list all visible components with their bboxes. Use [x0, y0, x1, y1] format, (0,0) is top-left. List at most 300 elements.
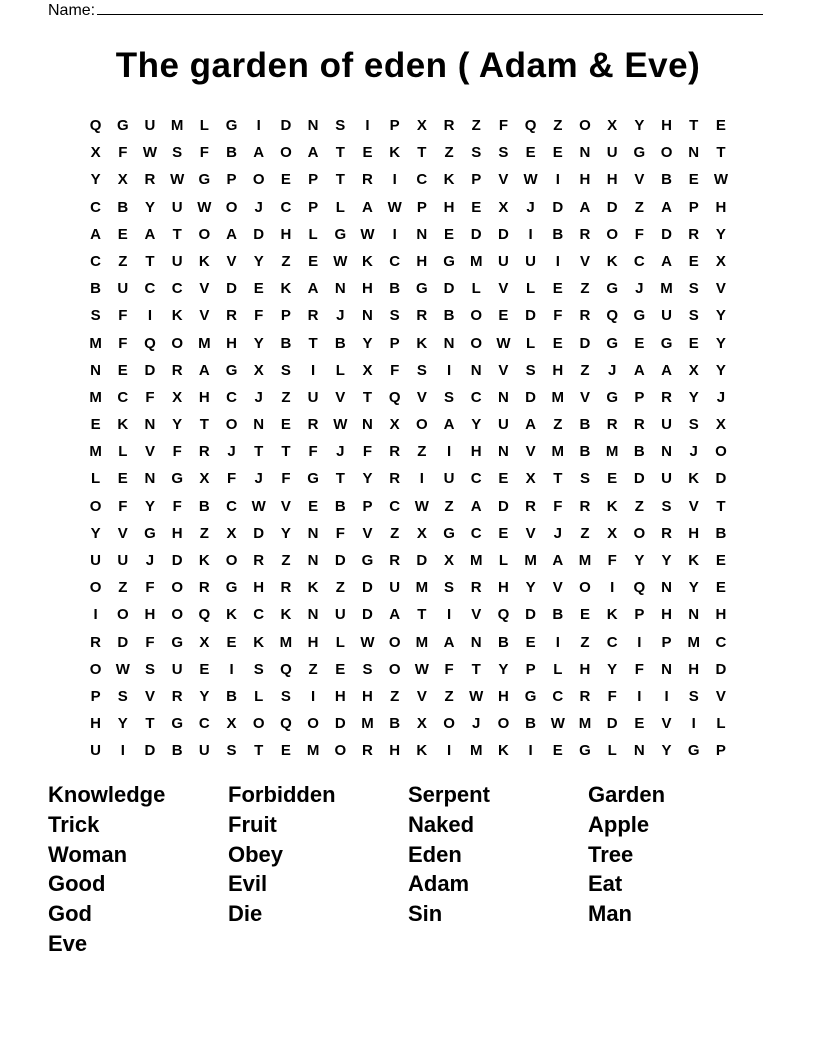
grid-letter[interactable]: D — [606, 198, 618, 216]
grid-letter[interactable]: Z — [281, 388, 291, 406]
grid-letter[interactable]: K — [226, 606, 237, 624]
grid-letter[interactable]: Y — [715, 361, 726, 379]
grid-letter[interactable]: D — [633, 470, 645, 488]
grid-letter[interactable]: R — [144, 171, 156, 189]
grid-letter[interactable]: B — [198, 497, 210, 515]
grid-letter[interactable]: V — [117, 524, 128, 542]
grid-letter[interactable]: O — [89, 660, 102, 678]
grid-letter[interactable]: C — [633, 252, 645, 270]
grid-letter[interactable]: S — [280, 687, 291, 705]
grid-letter[interactable]: J — [336, 307, 345, 325]
grid-letter[interactable]: B — [633, 443, 645, 461]
grid-letter[interactable]: L — [199, 117, 209, 134]
grid-letter[interactable]: X — [715, 416, 726, 434]
grid-letter[interactable]: D — [470, 225, 482, 243]
grid-letter[interactable]: K — [688, 552, 700, 569]
grid-letter[interactable]: T — [335, 144, 345, 162]
grid-letter[interactable]: N — [497, 388, 509, 406]
grid-letter[interactable]: E — [525, 633, 536, 651]
grid-letter[interactable]: R — [389, 443, 401, 461]
grid-letter[interactable]: J — [716, 388, 726, 406]
grid-letter[interactable]: C — [470, 388, 482, 406]
grid-letter[interactable]: E — [90, 416, 101, 434]
grid-letter[interactable]: M — [605, 443, 619, 461]
grid-letter[interactable]: W — [333, 416, 348, 434]
grid-letter[interactable]: J — [254, 388, 263, 406]
grid-letter[interactable]: M — [279, 633, 293, 651]
grid-letter[interactable]: Z — [118, 252, 128, 270]
grid-letter[interactable]: D — [606, 715, 618, 733]
grid-letter[interactable]: G — [171, 470, 183, 488]
grid-letter[interactable]: S — [226, 742, 237, 760]
grid-letter[interactable]: O — [198, 225, 211, 243]
grid-letter[interactable]: O — [252, 171, 265, 189]
grid-letter[interactable]: N — [307, 117, 319, 134]
grid-letter[interactable]: A — [362, 198, 373, 216]
grid-letter[interactable]: V — [471, 606, 482, 624]
grid-letter[interactable]: E — [579, 606, 590, 624]
grid-letter[interactable]: K — [389, 144, 401, 162]
grid-letter[interactable]: T — [145, 252, 155, 270]
grid-letter[interactable]: H — [470, 443, 482, 461]
grid-letter[interactable]: I — [120, 742, 125, 760]
grid-letter[interactable]: P — [715, 742, 726, 760]
grid-letter[interactable]: A — [552, 552, 564, 569]
grid-letter[interactable]: L — [526, 280, 536, 298]
grid-letter[interactable]: F — [226, 470, 237, 488]
grid-letter[interactable]: J — [336, 443, 345, 461]
grid-letter[interactable]: Y — [634, 552, 645, 569]
grid-letter[interactable]: A — [633, 361, 645, 379]
grid-letter[interactable]: U — [144, 117, 156, 134]
grid-letter[interactable]: A — [307, 280, 319, 298]
grid-letter[interactable]: X — [199, 470, 210, 488]
grid-letter[interactable]: D — [334, 715, 346, 733]
grid-letter[interactable]: P — [389, 117, 400, 134]
grid-letter[interactable]: K — [253, 633, 265, 651]
grid-letter[interactable]: S — [335, 117, 346, 134]
grid-letter[interactable]: A — [661, 252, 672, 270]
grid-letter[interactable]: E — [715, 579, 726, 597]
grid-letter[interactable]: N — [90, 361, 102, 379]
grid-letter[interactable]: R — [307, 416, 319, 434]
grid-letter[interactable]: C — [90, 252, 102, 270]
grid-letter[interactable]: M — [469, 742, 483, 760]
grid-letter[interactable]: F — [172, 497, 182, 515]
grid-letter[interactable]: V — [144, 443, 155, 461]
grid-letter[interactable]: E — [634, 715, 645, 733]
grid-letter[interactable]: I — [637, 633, 642, 651]
grid-letter[interactable]: L — [335, 633, 345, 651]
grid-letter[interactable]: Y — [661, 742, 672, 760]
grid-letter[interactable]: K — [606, 606, 618, 624]
grid-letter[interactable]: V — [199, 307, 210, 325]
grid-letter[interactable]: I — [637, 687, 642, 705]
grid-letter[interactable]: X — [416, 524, 427, 542]
grid-letter[interactable]: Q — [606, 307, 618, 325]
grid-letter[interactable]: L — [716, 715, 726, 733]
grid-letter[interactable]: T — [716, 144, 726, 162]
grid-letter[interactable]: I — [311, 687, 316, 705]
grid-letter[interactable]: K — [198, 252, 210, 270]
grid-letter[interactable]: X — [444, 552, 455, 569]
grid-letter[interactable]: T — [417, 606, 427, 624]
grid-letter[interactable]: Y — [471, 416, 482, 434]
grid-letter[interactable]: K — [307, 579, 319, 597]
grid-letter[interactable]: C — [171, 280, 183, 298]
grid-letter[interactable]: J — [607, 361, 617, 379]
grid-letter[interactable]: Z — [199, 524, 209, 542]
grid-letter[interactable]: K — [280, 606, 292, 624]
grid-letter[interactable]: U — [198, 742, 210, 760]
grid-letter[interactable]: U — [525, 252, 537, 270]
grid-letter[interactable]: A — [307, 144, 319, 162]
grid-letter[interactable]: G — [116, 117, 129, 134]
grid-letter[interactable]: P — [688, 198, 699, 216]
grid-letter[interactable]: J — [553, 524, 562, 542]
grid-letter[interactable]: M — [551, 443, 565, 461]
grid-letter[interactable]: E — [280, 171, 291, 189]
grid-letter[interactable]: W — [414, 660, 429, 678]
grid-letter[interactable]: O — [252, 715, 265, 733]
grid-letter[interactable]: F — [390, 361, 400, 379]
grid-letter[interactable]: F — [444, 660, 454, 678]
grid-letter[interactable]: W — [550, 715, 565, 733]
grid-letter[interactable]: D — [525, 388, 537, 406]
grid-letter[interactable]: H — [280, 225, 292, 243]
grid-letter[interactable]: V — [525, 443, 536, 461]
grid-letter[interactable]: G — [633, 307, 646, 325]
grid-letter[interactable]: O — [171, 579, 183, 597]
grid-letter[interactable]: T — [689, 117, 699, 134]
grid-letter[interactable]: E — [688, 171, 699, 189]
grid-letter[interactable]: K — [443, 171, 455, 189]
grid-letter[interactable]: V — [634, 171, 645, 189]
grid-letter[interactable]: R — [470, 579, 482, 597]
grid-letter[interactable]: Y — [253, 334, 264, 352]
grid-letter[interactable]: G — [171, 715, 183, 733]
grid-letter[interactable]: N — [661, 443, 672, 461]
grid-letter[interactable]: Y — [362, 334, 373, 352]
grid-letter[interactable]: G — [361, 552, 374, 569]
grid-letter[interactable]: I — [93, 606, 98, 624]
grid-letter[interactable]: D — [552, 198, 564, 216]
grid-letter[interactable]: F — [118, 144, 128, 162]
grid-letter[interactable]: D — [253, 524, 265, 542]
grid-letter[interactable]: R — [606, 416, 618, 434]
grid-letter[interactable]: J — [227, 443, 236, 461]
grid-letter[interactable]: D — [497, 225, 509, 243]
grid-letter[interactable]: W — [115, 660, 130, 678]
grid-letter[interactable]: E — [552, 280, 563, 298]
grid-letter[interactable]: Y — [525, 579, 536, 597]
grid-letter[interactable]: M — [524, 552, 537, 569]
grid-letter[interactable]: H — [443, 198, 455, 216]
grid-letter[interactable]: V — [688, 497, 699, 515]
grid-letter[interactable]: E — [498, 470, 509, 488]
grid-letter[interactable]: K — [416, 334, 428, 352]
grid-letter[interactable]: O — [470, 307, 483, 325]
grid-letter[interactable]: O — [443, 715, 455, 733]
grid-letter[interactable]: E — [117, 470, 128, 488]
grid-letter[interactable]: Q — [497, 606, 510, 624]
grid-letter[interactable]: D — [416, 552, 428, 569]
grid-letter[interactable]: T — [362, 388, 373, 406]
grid-letter[interactable]: I — [256, 117, 261, 134]
grid-letter[interactable]: E — [607, 470, 618, 488]
grid-letter[interactable]: P — [471, 171, 482, 189]
grid-letter[interactable]: W — [251, 497, 266, 515]
grid-letter[interactable]: X — [498, 198, 509, 216]
grid-letter[interactable]: J — [472, 715, 481, 733]
grid-letter[interactable]: N — [307, 552, 319, 569]
grid-letter[interactable]: H — [606, 171, 618, 189]
grid-letter[interactable]: S — [253, 660, 264, 678]
grid-letter[interactable]: O — [225, 416, 238, 434]
grid-letter[interactable]: H — [552, 361, 564, 379]
grid-letter[interactable]: Z — [580, 633, 590, 651]
grid-letter[interactable]: R — [280, 579, 292, 597]
grid-letter[interactable]: X — [607, 524, 618, 542]
grid-letter[interactable]: I — [446, 606, 452, 624]
grid-letter[interactable]: C — [226, 497, 237, 515]
name-underline[interactable] — [97, 0, 763, 15]
grid-letter[interactable]: B — [661, 171, 672, 189]
grid-letter[interactable]: V — [498, 280, 509, 298]
grid-letter[interactable]: G — [198, 171, 211, 189]
grid-letter[interactable]: H — [715, 606, 727, 624]
grid-letter[interactable]: W — [523, 171, 538, 189]
grid-letter[interactable]: I — [610, 579, 615, 597]
grid-letter[interactable]: W — [713, 171, 728, 189]
grid-letter[interactable]: C — [280, 198, 292, 216]
grid-letter[interactable]: A — [443, 416, 455, 434]
grid-letter[interactable]: R — [525, 497, 537, 515]
grid-letter[interactable]: T — [553, 470, 563, 488]
grid-letter[interactable]: F — [145, 633, 155, 651]
grid-letter[interactable]: C — [117, 388, 129, 406]
grid-letter[interactable]: M — [469, 252, 483, 270]
grid-letter[interactable]: I — [555, 633, 560, 651]
grid-letter[interactable]: C — [470, 524, 482, 542]
grid-letter[interactable]: F — [553, 307, 563, 325]
grid-letter[interactable]: Z — [444, 497, 454, 515]
grid-letter[interactable]: Y — [172, 416, 183, 434]
grid-letter[interactable]: K — [416, 742, 428, 760]
grid-letter[interactable]: K — [688, 470, 700, 488]
grid-letter[interactable]: G — [171, 633, 183, 651]
grid-letter[interactable]: M — [306, 742, 320, 760]
grid-letter[interactable]: I — [311, 361, 316, 379]
grid-letter[interactable]: B — [389, 715, 401, 733]
grid-letter[interactable]: A — [144, 225, 156, 243]
grid-letter[interactable]: T — [254, 742, 264, 760]
grid-letter[interactable]: U — [171, 660, 183, 678]
grid-letter[interactable]: U — [389, 579, 401, 597]
grid-letter[interactable]: R — [579, 497, 591, 515]
grid-letter[interactable]: U — [443, 470, 455, 488]
grid-letter[interactable]: D — [226, 280, 237, 298]
grid-letter[interactable]: B — [334, 497, 346, 515]
grid-letter[interactable]: R — [416, 307, 428, 325]
grid-letter[interactable]: Y — [688, 579, 699, 597]
grid-letter[interactable]: E — [335, 660, 346, 678]
grid-letter[interactable]: N — [470, 633, 482, 651]
grid-letter[interactable]: G — [633, 144, 646, 162]
grid-letter[interactable]: V — [498, 361, 509, 379]
grid-letter[interactable]: X — [525, 470, 536, 488]
grid-letter[interactable]: V — [552, 579, 563, 597]
grid-letter[interactable]: B — [497, 633, 509, 651]
grid-letter[interactable]: C — [90, 198, 102, 216]
grid-letter[interactable]: H — [198, 388, 210, 406]
grid-letter[interactable]: O — [334, 742, 347, 760]
grid-letter[interactable]: S — [172, 144, 183, 162]
grid-letter[interactable]: Y — [362, 470, 373, 488]
grid-letter[interactable]: P — [362, 497, 373, 515]
grid-letter[interactable]: G — [225, 361, 238, 379]
grid-letter[interactable]: S — [471, 144, 482, 162]
grid-letter[interactable]: S — [688, 307, 699, 325]
grid-letter[interactable]: S — [688, 687, 699, 705]
grid-letter[interactable]: S — [444, 579, 455, 597]
grid-letter[interactable]: H — [226, 334, 237, 352]
grid-letter[interactable]: B — [552, 225, 564, 243]
grid-letter[interactable]: Z — [118, 579, 128, 597]
grid-letter[interactable]: F — [254, 307, 264, 325]
grid-letter[interactable]: Y — [117, 715, 128, 733]
grid-letter[interactable]: N — [307, 606, 319, 624]
grid-letter[interactable]: T — [716, 497, 726, 515]
grid-letter[interactable]: B — [117, 198, 129, 216]
grid-letter[interactable]: W — [142, 144, 158, 162]
grid-letter[interactable]: H — [144, 606, 156, 624]
grid-letter[interactable]: G — [606, 388, 618, 406]
grid-letter[interactable]: E — [525, 144, 536, 162]
grid-letter[interactable]: X — [416, 715, 427, 733]
grid-letter[interactable]: M — [578, 715, 592, 733]
grid-letter[interactable]: D — [117, 633, 129, 651]
grid-letter[interactable]: R — [661, 524, 672, 542]
grid-letter[interactable]: U — [497, 416, 509, 434]
grid-letter[interactable]: T — [308, 334, 318, 352]
grid-letter[interactable]: M — [551, 388, 565, 406]
grid-letter[interactable]: V — [579, 388, 590, 406]
grid-letter[interactable]: Z — [390, 687, 400, 705]
grid-letter[interactable]: B — [715, 524, 727, 542]
grid-letter[interactable]: D — [525, 606, 537, 624]
grid-letter[interactable]: Z — [281, 252, 291, 270]
grid-letter[interactable]: P — [661, 633, 672, 651]
grid-letter[interactable]: V — [498, 171, 509, 189]
grid-letter[interactable]: A — [226, 225, 237, 243]
grid-letter[interactable]: U — [661, 307, 672, 325]
grid-letter[interactable]: Y — [634, 117, 645, 134]
grid-letter[interactable]: I — [446, 443, 452, 461]
grid-letter[interactable]: B — [226, 687, 237, 705]
grid-letter[interactable]: U — [606, 144, 618, 162]
grid-letter[interactable]: S — [144, 660, 155, 678]
grid-letter[interactable]: A — [661, 198, 672, 216]
grid-letter[interactable]: M — [361, 715, 374, 733]
grid-letter[interactable]: B — [171, 742, 183, 760]
grid-letter[interactable]: K — [280, 280, 292, 298]
grid-letter[interactable]: G — [144, 524, 156, 542]
grid-letter[interactable]: L — [526, 334, 536, 352]
grid-letter[interactable]: H — [307, 633, 319, 651]
grid-letter[interactable]: J — [254, 470, 263, 488]
grid-letter[interactable]: H — [715, 198, 727, 216]
grid-letter[interactable]: L — [553, 660, 563, 678]
grid-letter[interactable]: F — [308, 443, 318, 461]
grid-letter[interactable]: H — [253, 579, 265, 597]
grid-letter[interactable]: V — [335, 388, 346, 406]
grid-letter[interactable]: N — [688, 144, 700, 162]
grid-letter[interactable]: Q — [89, 117, 102, 134]
grid-letter[interactable]: T — [199, 416, 209, 434]
grid-letter[interactable]: E — [688, 252, 699, 270]
grid-letter[interactable]: K — [606, 252, 618, 270]
grid-letter[interactable]: S — [688, 280, 699, 298]
grid-letter[interactable]: G — [579, 742, 591, 760]
grid-letter[interactable]: C — [470, 470, 482, 488]
grid-letter[interactable]: R — [198, 579, 210, 597]
grid-letter[interactable]: U — [171, 198, 183, 216]
grid-letter[interactable]: Z — [553, 117, 563, 134]
grid-letter[interactable]: D — [715, 660, 727, 678]
grid-letter[interactable]: O — [89, 497, 102, 515]
grid-letter[interactable]: V — [199, 280, 210, 298]
grid-letter[interactable]: W — [414, 497, 429, 515]
grid-letter[interactable]: E — [552, 742, 563, 760]
grid-letter[interactable]: N — [688, 606, 700, 624]
grid-letter[interactable]: F — [281, 470, 291, 488]
grid-letter[interactable]: G — [443, 252, 455, 270]
grid-letter[interactable]: S — [525, 361, 536, 379]
grid-letter[interactable]: R — [443, 117, 455, 134]
grid-letter[interactable]: M — [170, 117, 184, 134]
grid-letter[interactable]: D — [362, 579, 373, 597]
grid-letter[interactable]: N — [416, 225, 428, 243]
grid-letter[interactable]: D — [144, 361, 156, 379]
grid-letter[interactable]: H — [389, 742, 401, 760]
grid-letter[interactable]: C — [226, 388, 237, 406]
grid-letter[interactable]: O — [606, 225, 618, 243]
grid-letter[interactable]: M — [415, 579, 429, 597]
grid-letter[interactable]: B — [443, 307, 455, 325]
grid-letter[interactable]: G — [606, 280, 618, 298]
grid-letter[interactable]: E — [498, 307, 509, 325]
grid-letter[interactable]: E — [715, 552, 726, 569]
grid-letter[interactable]: D — [715, 470, 727, 488]
grid-letter[interactable]: X — [172, 388, 183, 406]
grid-letter[interactable]: X — [607, 117, 618, 134]
grid-letter[interactable]: H — [90, 715, 102, 733]
grid-letter[interactable]: N — [661, 579, 672, 597]
grid-letter[interactable]: Y — [144, 497, 155, 515]
grid-letter[interactable]: R — [389, 552, 401, 569]
grid-letter[interactable]: X — [688, 361, 699, 379]
grid-letter[interactable]: P — [308, 198, 319, 216]
grid-letter[interactable]: N — [443, 334, 455, 352]
grid-letter[interactable]: S — [117, 687, 128, 705]
grid-letter[interactable]: J — [635, 280, 644, 298]
grid-letter[interactable]: E — [552, 144, 563, 162]
grid-letter[interactable]: W — [360, 633, 375, 651]
grid-letter[interactable]: X — [117, 171, 128, 189]
grid-letter[interactable]: F — [335, 524, 345, 542]
grid-letter[interactable]: S — [389, 307, 400, 325]
